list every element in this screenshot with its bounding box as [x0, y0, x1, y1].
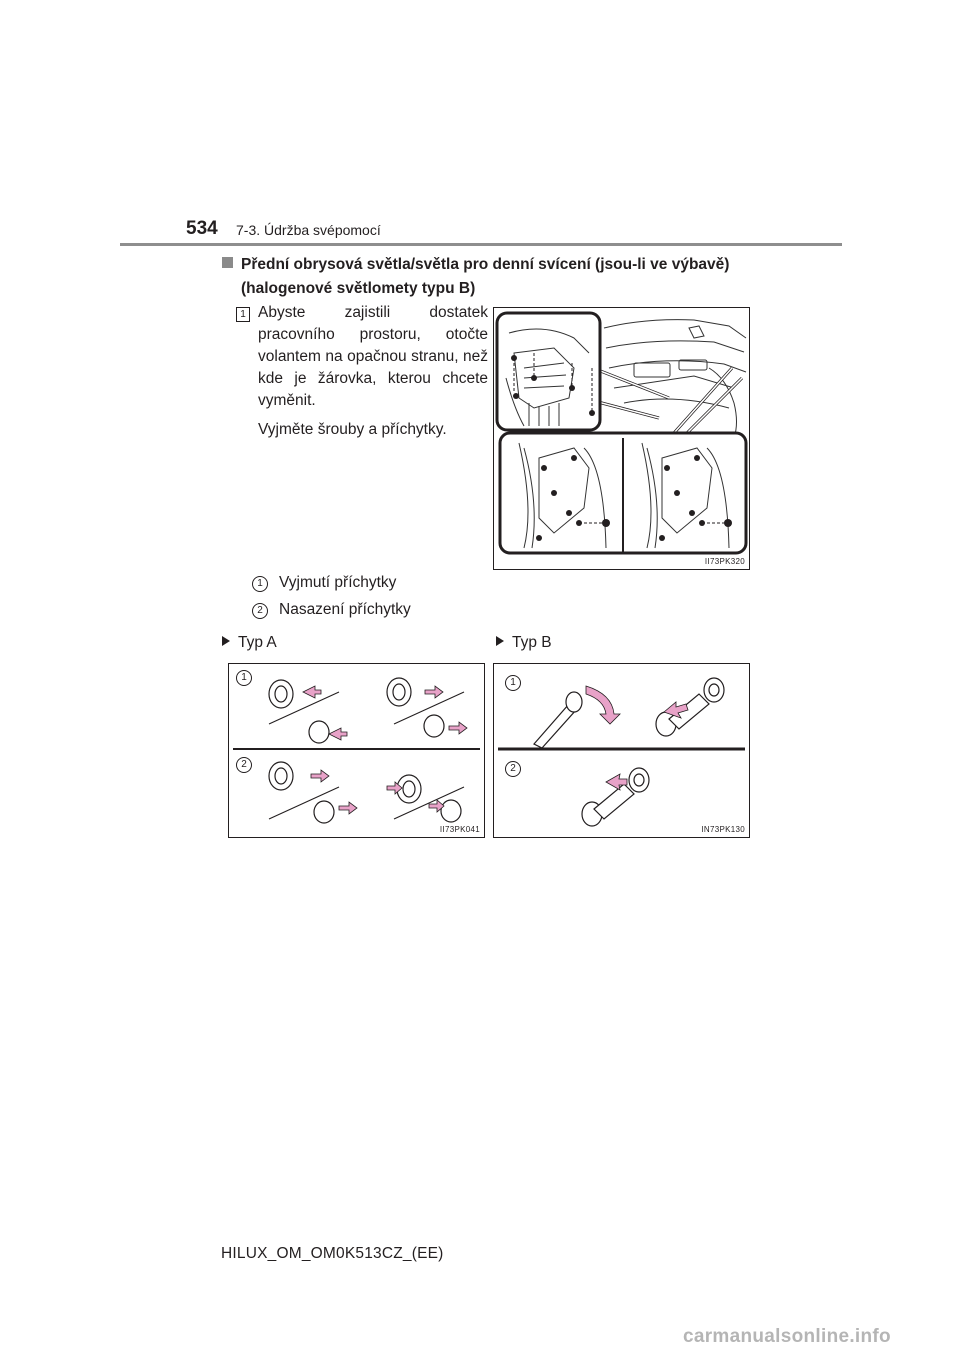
type-a-row-2-number: 2 — [236, 757, 252, 773]
type-a-label — [222, 634, 277, 652]
heading-line-1: Přední obrysová světla/světla pro denní svícení (jsou-li ve výbavě) — [241, 256, 730, 273]
step-paragraph-1: Abyste zajistili dostatek pracovního prostoru, otočte volantem na opačnou stranu, než kde je žárovka, kterou chcete vyměnit. — [258, 304, 488, 409]
page-number: 534 — [186, 218, 218, 239]
type-b-row-2-number: 2 — [505, 761, 521, 777]
type-b-label-text: Typ B — [512, 634, 552, 651]
figure-type-b-drawing — [494, 664, 749, 837]
figure-bolts-clips — [493, 307, 750, 570]
section-title: 7-3. Údržba svépomocí — [236, 222, 381, 238]
heading-line-2: (halogenové světlomety typu B) — [241, 280, 476, 297]
watermark: carmanualsonline.info — [683, 1326, 891, 1347]
document-id: HILUX_OM_OM0K513CZ_(EE) — [221, 1245, 444, 1262]
figure-bolts-clips-drawing — [494, 308, 749, 569]
caption-1-text: Vyjmutí příchytky — [279, 574, 397, 591]
figure-type-b — [493, 663, 750, 838]
triangle-bullet-icon — [496, 636, 504, 646]
figure-main-code: II73PK320 — [704, 557, 745, 566]
header-rule — [120, 243, 842, 246]
caption-1-number: 1 — [252, 576, 268, 592]
type-a-row-1-number: 1 — [236, 670, 252, 686]
heading-square-icon — [222, 257, 233, 268]
section-heading — [222, 253, 729, 301]
caption-2-number: 2 — [252, 603, 268, 619]
figure-type-a-code: II73PK041 — [439, 825, 480, 834]
step-paragraph-2: Vyjměte šrouby a příchytky. — [258, 421, 447, 438]
caption-2-text: Nasazení příchytky — [279, 601, 411, 618]
triangle-bullet-icon — [222, 636, 230, 646]
figure-type-a — [228, 663, 485, 838]
type-b-label — [496, 634, 552, 652]
figure-type-a-drawing — [229, 664, 484, 837]
figure-type-b-code: IN73PK130 — [701, 825, 745, 834]
step-number-box: 1 — [236, 307, 250, 322]
type-a-label-text: Typ A — [238, 634, 277, 651]
type-b-row-1-number: 1 — [505, 675, 521, 691]
